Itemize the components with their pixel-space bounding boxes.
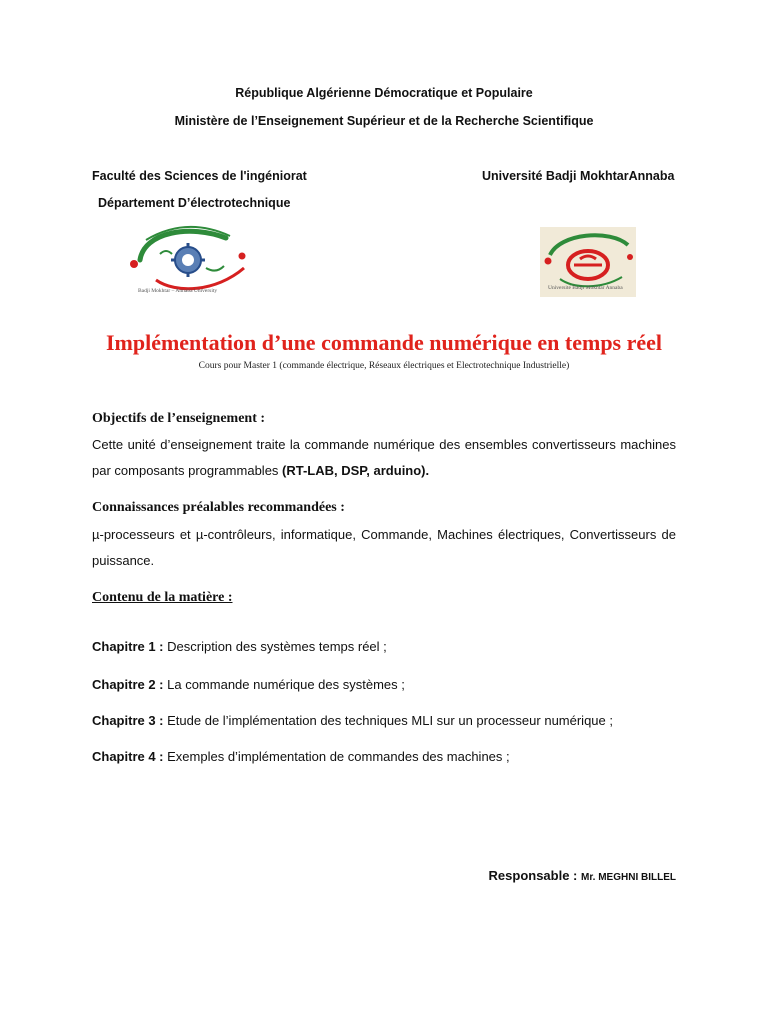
left-logo-caption: Badji Mokhtar – Annaba University bbox=[138, 288, 218, 294]
objectifs-text-bold: (RT-LAB, DSP, arduino). bbox=[282, 463, 430, 478]
responsable-name: Mr. MEGHNI BILLEL bbox=[581, 872, 676, 883]
chapter-item bbox=[92, 749, 510, 764]
ministry-header: Ministère de l’Enseignement Supérieur et de la Recherche Scientifique bbox=[174, 114, 594, 128]
right-logo-caption: Université Badji Mokhtar Annaba bbox=[548, 285, 623, 291]
contenu-heading: Contenu de la matière : bbox=[92, 590, 233, 605]
responsable-label: Responsable : bbox=[488, 868, 581, 883]
chapter-item bbox=[92, 639, 387, 654]
objectifs-paragraph bbox=[92, 432, 676, 484]
connaissances-paragraph: µ-processeurs et µ-contrôleurs, informatique, Commande, Machines électriques, Convertisseurs de puissance. bbox=[92, 527, 676, 568]
document-title: Implémentation d’une commande numérique en temps réel bbox=[105, 330, 663, 355]
chapter-label: Chapitre 4 : bbox=[92, 749, 164, 764]
republic-header: République Algérienne Démocratique et Populaire bbox=[235, 86, 533, 100]
chapter-text: Exemples d’implémentation de commandes des machines ; bbox=[163, 749, 510, 764]
faculty-label: Faculté des Sciences de l'ingéniorat bbox=[92, 169, 307, 183]
connaissances-heading: Connaissances préalables recommandées : bbox=[92, 500, 345, 515]
document-subtitle: Cours pour Master 1 (commande électrique, Réseaux électriques et Electrotechnique Industrielle) bbox=[198, 361, 570, 371]
chapter-item bbox=[92, 713, 613, 728]
objectifs-text: Cette unité d’enseignement traite la commande numérique des ensembles convertisseurs machines par composants programmables bbox=[92, 437, 676, 478]
chapter-text: La commande numérique des systèmes ; bbox=[163, 677, 405, 692]
right-university-logo bbox=[540, 227, 636, 297]
chapter-label: Chapitre 1 : bbox=[92, 639, 164, 654]
department-label: Département D’électrotechnique bbox=[98, 196, 291, 210]
university-label: Université Badji MokhtarAnnaba bbox=[482, 169, 675, 183]
chapter-item bbox=[92, 677, 405, 692]
responsable-line bbox=[489, 868, 676, 883]
left-university-logo bbox=[126, 218, 250, 300]
chapter-label: Chapitre 3 : bbox=[92, 713, 164, 728]
chapter-text: Description des systèmes temps réel ; bbox=[163, 639, 387, 654]
chapter-label: Chapitre 2 : bbox=[92, 677, 164, 692]
objectifs-heading: Objectifs de l’enseignement : bbox=[92, 411, 266, 426]
chapter-text: Etude de l’implémentation des techniques MLI sur un processeur numérique ; bbox=[163, 713, 613, 728]
